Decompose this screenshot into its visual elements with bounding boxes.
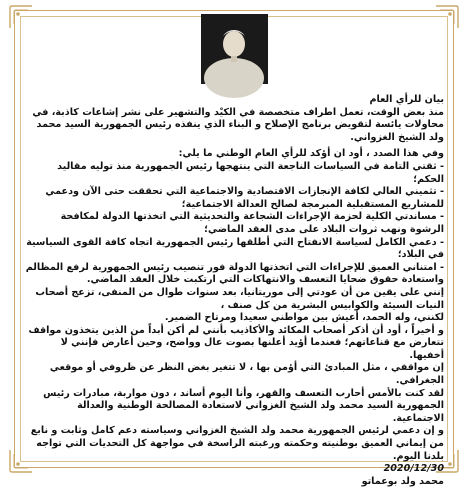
signature: محمد ولد بوعماتو xyxy=(361,475,444,487)
paragraph: - تثميني العالي لكافة الإنجازات الاقتصادية والاجتماعية التي تحققت حتى الآن ودعمي للمشاريع المستقبلية المبرمجة لصالح العدالة الاجتماعية؛ xyxy=(45,186,444,210)
paragraph: و إن دعمي لرئيس الجمهورية محمد ولد الشيخ الغزواني وسياسته دعم كامل وثابت و نابع من إيماني العميق بوطنيته وحكمته ورغبته الراسخة في مواجهة كل التحديات التي تواجه بلدنا اليوم. xyxy=(30,425,444,462)
paragraph: منذ بعض الوقت، تعمل اطراف متخصصة في الكيْد والتشهير على نشر إشاعات كاذبة، في محاولات يائسة لتقويض برنامج الإصلاح و البناء الذي ينفذه رئيس الجمهورية السيد محمد ولد الشيخ الغزواني. xyxy=(32,106,444,143)
paragraph: - مساندتي الكلية لحزمة الإجراءات الشجاعة والتحديثية التي اتخذتها الدولة لمكافحة الرشوة ونهب ثروات البلاد على مدى العقد الماضي؛ xyxy=(60,211,444,235)
paragraph: إن مواقفي ، مثل المبادئ التي أؤمن بها ، لا تتغير بغض النظر عن ظروفي أو موقعي الجغرافي. xyxy=(49,362,444,387)
paragraph: وفي هذا الصدد ، أود ان أؤكد للرأي العام الوطني ما يلي: xyxy=(178,148,444,160)
statement-date: 2020/12/30 xyxy=(383,463,444,475)
ornament-corner-icon xyxy=(6,2,36,32)
paragraph: إنني على يقين من أن عودتي إلى موريتانيا، بعد سنوات طوال من المنفى، تزعج أصحاب النيات السيئة والكوابيس البشرية من كل صنف ، xyxy=(35,286,444,311)
statement-heading: بيان للرأي العام xyxy=(369,94,444,105)
ornament-corner-icon xyxy=(432,2,462,32)
statement-body xyxy=(24,94,444,488)
paragraph: - دعمي الكامل لسياسة الانفتاح التي أطلقها رئيس الجمهورية اتجاه كافة القوى السياسية في البلاد؛ xyxy=(26,236,444,261)
paragraph: لكنني، وله الحمد، أعيش بين مواطني سعيدا ومرتاح الضمير. xyxy=(164,312,444,324)
paragraph: لقد كنت بالأمس أحارب التعسف والقهر، وأنا اليوم أساند ، دون مواربة، مبادرات رئيس الجمهورية السيد محمد ولد الشيخ الغزواني لاستعادة المصالحة الوطنية والعدالة الاجتماعية. xyxy=(43,387,444,424)
portrait-photo xyxy=(201,14,268,84)
paragraph: و أخيراً ، أود أن أذكر أصحاب المكائد والأكاذيب بأنني لم أكن أبداً من الذين يتخذون مواقف تتعارض مع قناعاتهم؛ فعندما أؤيد أعلنها بصوت عال وواضح، وحين أعارض فإنني لا أخفيها. xyxy=(28,324,444,361)
paragraph: - ثقتي التامة في السياسات الناجعة التي ينتهجها رئيس الجمهورية منذ توليه مقاليد الحكم؛ xyxy=(57,160,444,185)
paragraph: - امتناني العميق للإجراءات التي اتخذتها الدولة فور تنصيب رئيس الجمهورية لرفع المظالم واستعادة حقوق ضحايا التعسف والانتهاكات التي ارتكبت خلال العقد الماضي. xyxy=(25,261,444,286)
